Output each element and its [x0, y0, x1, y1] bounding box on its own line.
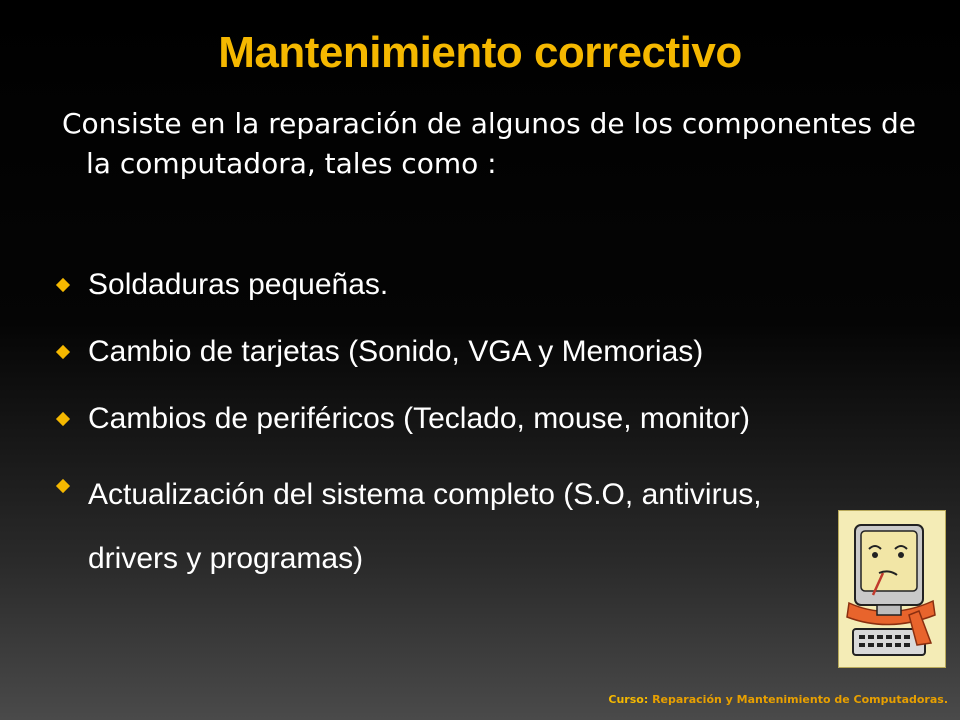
footer-course: Reparación y Mantenimiento de Computadoras. [652, 693, 948, 706]
diamond-bullet-icon [56, 479, 70, 493]
bullet-item [52, 262, 932, 307]
slide-title: Mantenimiento correctivo [218, 28, 742, 77]
sick-computer-illustration [838, 510, 946, 668]
bullet-item [52, 396, 932, 441]
bullet-text: Actualización del sistema completo (S.O, antivirus, drivers y programas) [88, 478, 762, 575]
footer [608, 693, 948, 706]
footer-label: Curso: [608, 693, 653, 706]
bullet-item [52, 463, 808, 591]
bullet-text: Cambios de periféricos (Teclado, mouse, monitor) [88, 402, 750, 435]
intro-paragraph: Consiste en la reparación de algunos de los componentes de la computadora, tales como : [62, 107, 917, 180]
diamond-bullet-icon [56, 412, 70, 426]
diamond-bullet-icon [56, 345, 70, 359]
bullet-list [52, 262, 932, 613]
bullet-item [52, 329, 932, 374]
bullet-text: Cambio de tarjetas (Sonido, VGA y Memorias) [88, 335, 704, 368]
diamond-bullet-icon [56, 278, 70, 292]
bullet-text: Soldaduras pequeñas. [88, 268, 389, 301]
